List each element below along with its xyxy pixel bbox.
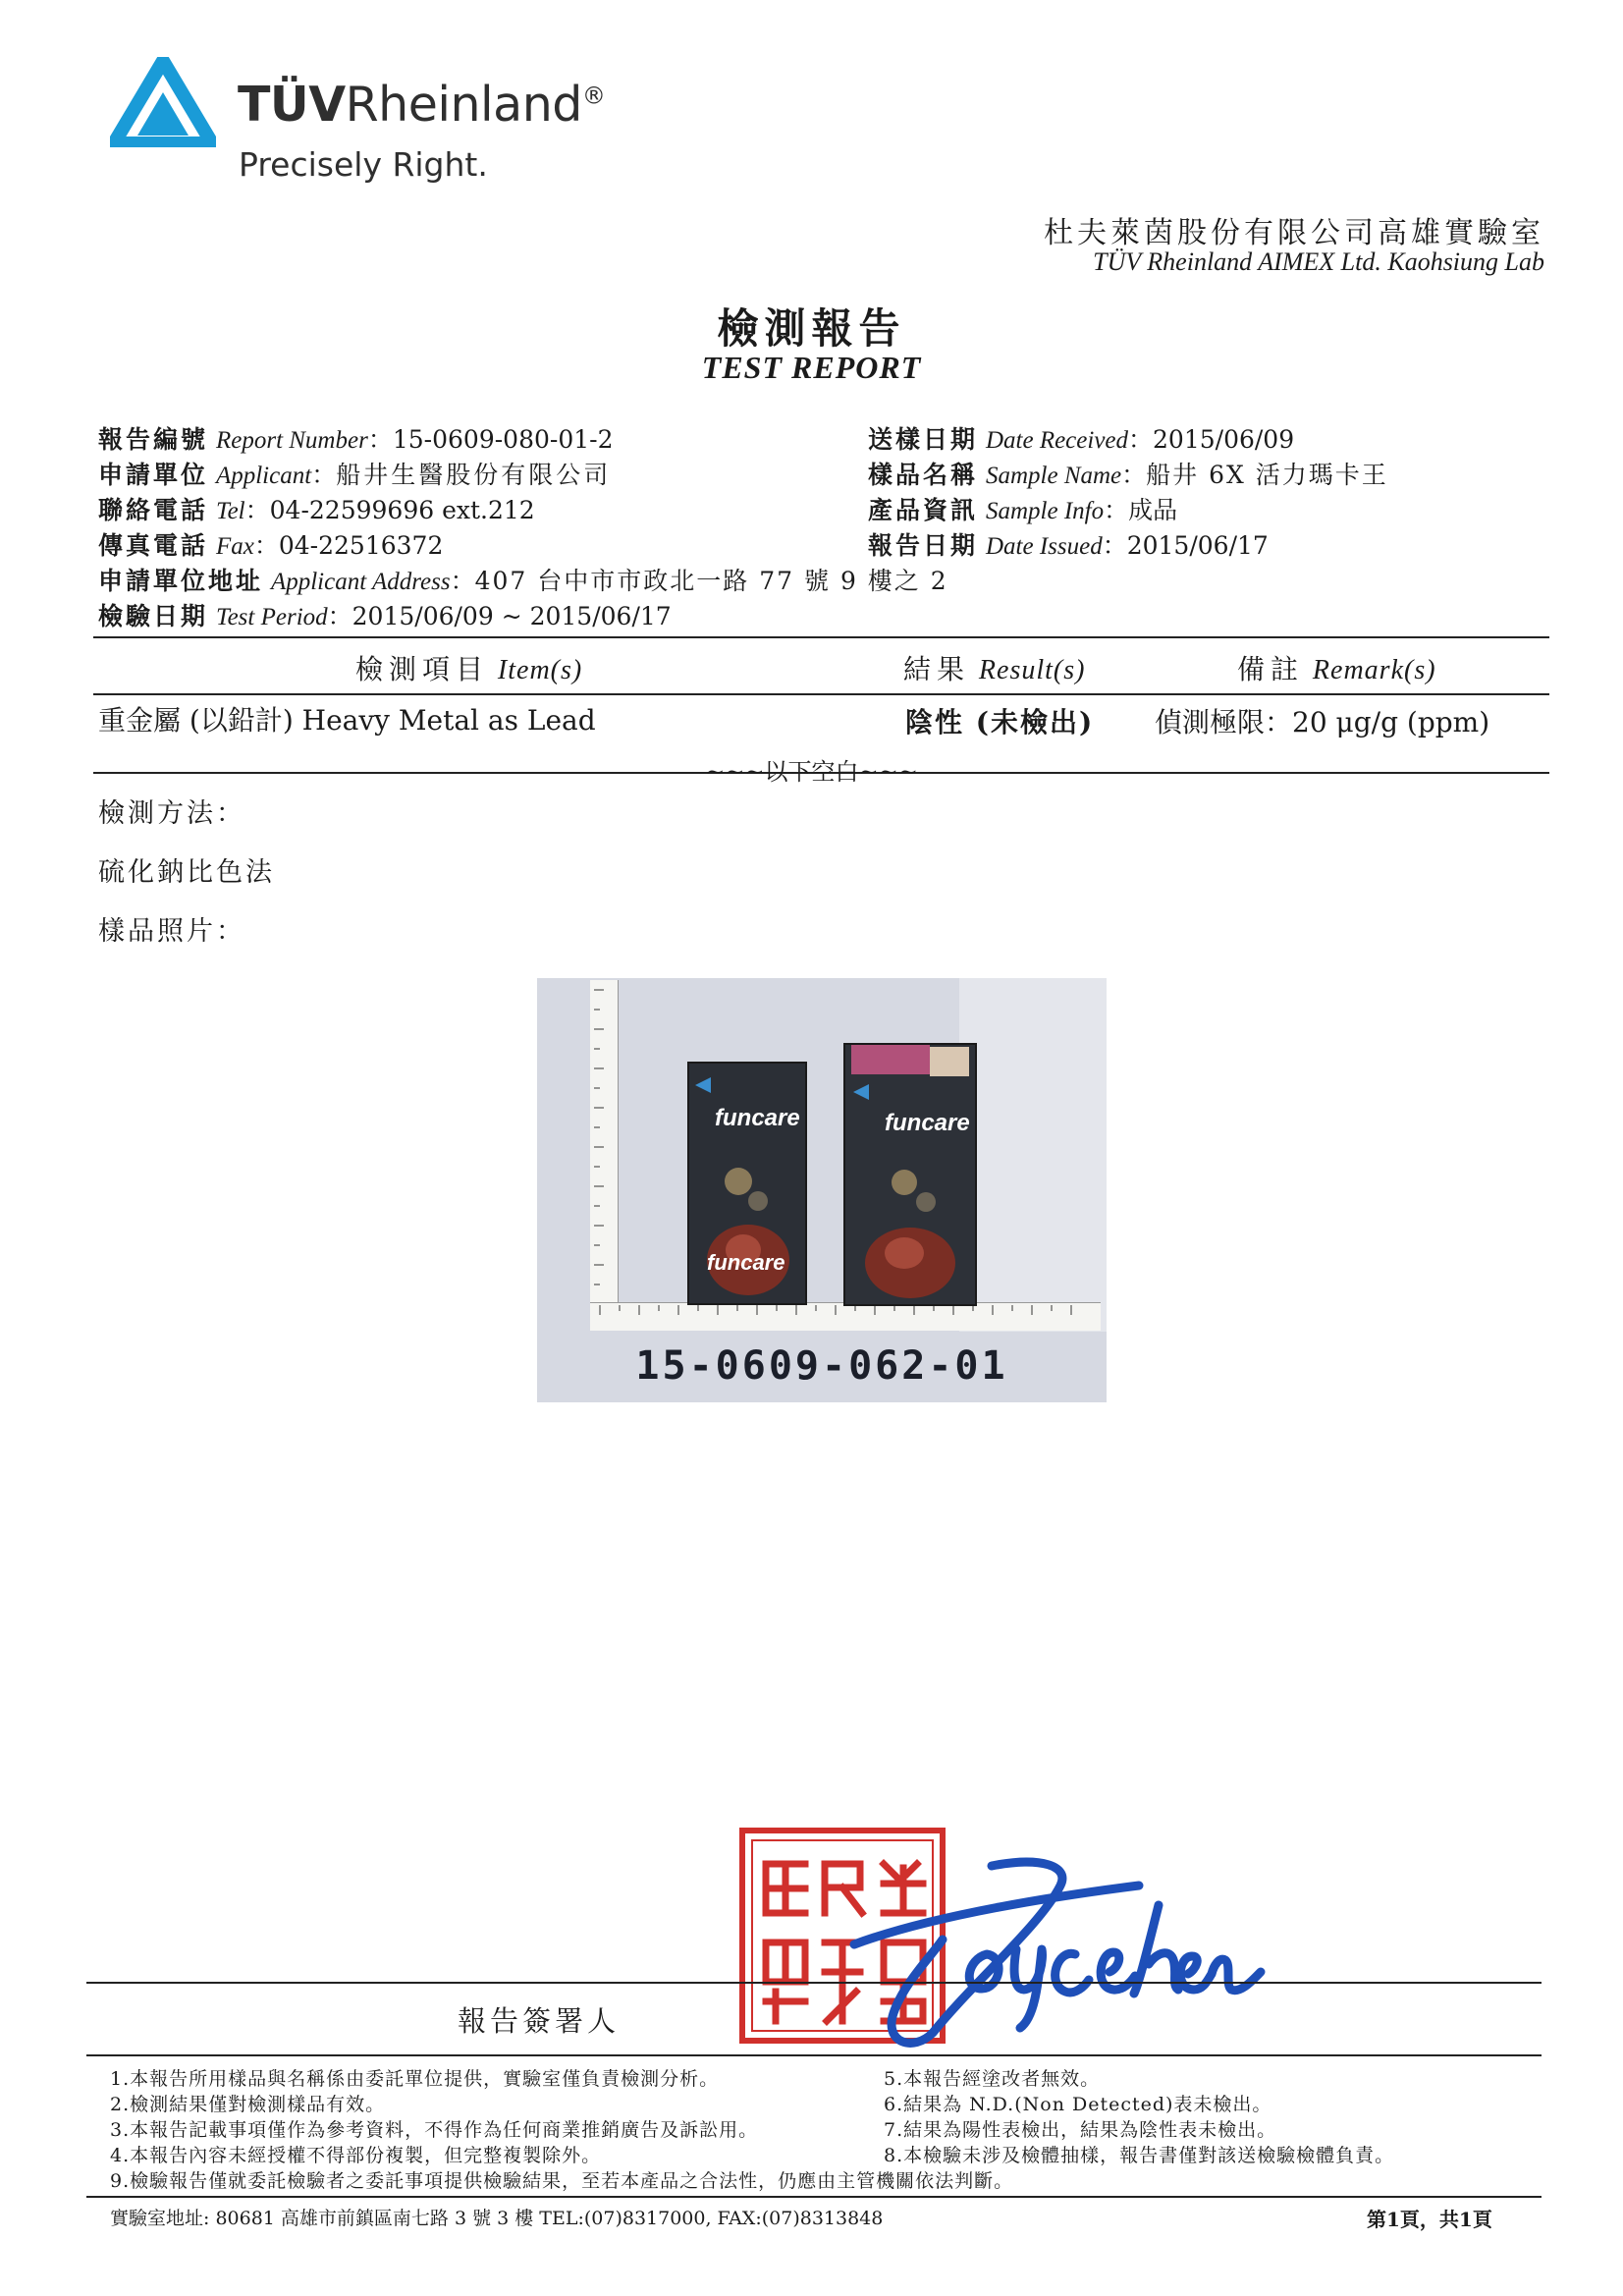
field-label-en: Date Issued: [985, 533, 1103, 560]
field-applicant: [98, 456, 611, 491]
field-label-en: Report Number: [215, 427, 368, 454]
field-label-zh: 送樣日期: [868, 425, 979, 454]
page-number: 第1頁，共1頁: [1367, 2208, 1492, 2231]
field-value: 407 台中市市政北一路 77 號 9 樓之 2: [474, 567, 948, 595]
field-date-received: [868, 420, 1294, 456]
field-separator: ：: [244, 496, 270, 524]
note-5: 5.本報告經塗改者無效。: [884, 2068, 1101, 2090]
table-header-item: [355, 648, 582, 687]
report-title-zh: 檢測報告: [717, 304, 906, 353]
field-separator: ：: [450, 567, 475, 595]
note-1: 1.本報告所用樣品與名稱係由委託單位提供，實驗室僅負責檢測分析。: [110, 2068, 720, 2090]
header-en: Result(s): [978, 655, 1086, 685]
field-date-issued: [868, 526, 1269, 562]
field-value: 船井 6X 活力瑪卡王: [1146, 461, 1388, 489]
field-sample-info: [868, 491, 1177, 526]
field-value: 2015/06/17: [1126, 531, 1269, 560]
ruler-horizontal-icon: [590, 1302, 1101, 1331]
note-8: 8.本檢驗未涉及檢體抽樣，報告書僅對該送檢驗檢體負責。: [884, 2145, 1395, 2166]
footer-rule: [86, 2196, 1542, 2198]
note-6: 6.結果為 N.D.(Non Detected)表未檢出。: [884, 2094, 1272, 2115]
field-label-en: Test Period: [215, 604, 328, 630]
brand-registered-mark: ®: [581, 82, 606, 110]
lab-name-en: TÜV Rheinland AIMEX Ltd. Kaohsiung Lab: [1093, 247, 1544, 276]
sample-photo: [537, 978, 1107, 1402]
table-header-remark: [1237, 648, 1436, 687]
brand-logo: [238, 77, 605, 133]
field-label-en: Sample Info: [985, 498, 1105, 524]
field-label-zh: 申請單位: [98, 461, 209, 489]
lab-name-zh: 杜夫萊茵股份有限公司高雄實驗室: [1044, 216, 1544, 250]
field-value: 04-22599696 ext.212: [269, 496, 535, 524]
field-label-zh: 申請單位地址: [98, 567, 264, 595]
tuv-triangle-logo-icon: [110, 57, 216, 147]
product-brand: funcare: [885, 1110, 970, 1136]
product-box-art-icon: [845, 1045, 975, 1304]
field-label-zh: 聯絡電話: [98, 496, 209, 524]
product-brand: funcare: [707, 1250, 785, 1275]
method-label: 檢測方法：: [98, 798, 245, 829]
photo-background-icon: [537, 978, 1107, 1402]
field-value: 04-22516372: [278, 531, 444, 560]
table-top-rule: [93, 636, 1549, 638]
table-cell-item: 重金屬 (以鉛計) Heavy Metal as Lead: [98, 704, 596, 737]
field-label-en: Applicant Address: [270, 569, 451, 595]
field-value: 成品: [1128, 496, 1178, 524]
field-separator: ：: [1104, 496, 1129, 524]
lab-address: 實驗室地址: 80681 高雄市前鎮區南七路 3 號 3 樓 TEL:(07)8317000, FAX:(07)8313848: [110, 2208, 884, 2229]
ruler-vertical-icon: [590, 980, 619, 1304]
field-label-zh: 報告編號: [98, 425, 209, 454]
header-zh: 結果: [903, 653, 971, 685]
table-header-result: [903, 648, 1085, 687]
brand-light: Rheinland: [345, 77, 582, 133]
field-label-en: Applicant: [215, 463, 312, 489]
signature-icon: [815, 1846, 1267, 2062]
field-value: 2015/06/09 ~ 2015/06/17: [352, 602, 672, 630]
table-cell-remark: 偵測極限：20 μg/g (ppm): [1155, 706, 1490, 738]
product-box-left: [687, 1062, 807, 1305]
field-test-period: [98, 597, 672, 632]
photo-label: 樣品照片：: [98, 916, 245, 947]
field-report-number: [98, 420, 614, 456]
field-label-en: Fax: [215, 533, 254, 560]
report-title-en: TEST REPORT: [701, 350, 922, 385]
header-en: Remark(s): [1312, 655, 1436, 685]
field-tel: [98, 491, 535, 526]
field-label-en: Sample Name: [985, 463, 1122, 489]
field-separator: ：: [367, 425, 393, 454]
note-3: 3.本報告記載事項僅作為參考資料，不得作為任何商業推銷廣告及訴訟用。: [110, 2119, 759, 2141]
note-9: 9.檢驗報告僅就委託檢驗者之委託事項提供檢驗結果，至若本產品之合法性，仍應由主管機關依法判斷。: [110, 2170, 1014, 2192]
table-header-rule: [93, 693, 1549, 695]
note-4: 4.本報告內容未經授權不得部份複製，但完整複製除外。: [110, 2145, 602, 2166]
field-label-zh: 報告日期: [868, 531, 979, 560]
field-separator: ：: [327, 602, 352, 630]
field-separator: ：: [1128, 425, 1154, 454]
blank-below-marker: ~~~以下空白~~~: [705, 758, 918, 786]
field-label-zh: 傳真電話: [98, 531, 209, 560]
field-label-en: Tel: [215, 498, 245, 524]
signatory-label: 報告簽署人: [458, 2004, 621, 2038]
field-separator: ：: [311, 461, 337, 489]
signature-rule-bottom: [86, 2054, 1542, 2056]
method-value: 硫化鈉比色法: [98, 857, 275, 888]
header-en: Item(s): [497, 655, 583, 685]
field-applicant-address: [98, 562, 948, 597]
field-separator: ：: [253, 531, 279, 560]
field-value: 船井生醫股份有限公司: [336, 461, 612, 489]
product-box-right: [843, 1043, 977, 1306]
field-value: 2015/06/09: [1153, 425, 1295, 454]
field-separator: ：: [1102, 531, 1127, 560]
field-label-zh: 樣品名稱: [868, 461, 979, 489]
note-7: 7.結果為陽性表檢出，結果為陰性表未檢出。: [884, 2119, 1277, 2141]
field-value: 15-0609-080-01-2: [392, 425, 614, 454]
tagline: Precisely Right.: [239, 145, 488, 184]
field-label-en: Date Received: [985, 427, 1129, 454]
header-zh: 備註: [1237, 653, 1305, 685]
sample-number-label: 15-0609-062-01: [635, 1343, 1008, 1389]
table-cell-result: 陰性 (未檢出): [905, 706, 1095, 738]
field-label-zh: 產品資訊: [868, 496, 979, 524]
field-separator: ：: [1121, 461, 1147, 489]
field-label-zh: 檢驗日期: [98, 602, 209, 630]
signature-rule-top: [86, 1982, 1542, 1984]
field-fax: [98, 526, 443, 562]
brand-bold: TÜV: [238, 77, 346, 133]
header-zh: 檢測項目: [355, 653, 490, 685]
field-sample-name: [868, 456, 1388, 491]
note-2: 2.檢測結果僅對檢測樣品有效。: [110, 2094, 386, 2115]
product-brand: funcare: [715, 1105, 800, 1131]
